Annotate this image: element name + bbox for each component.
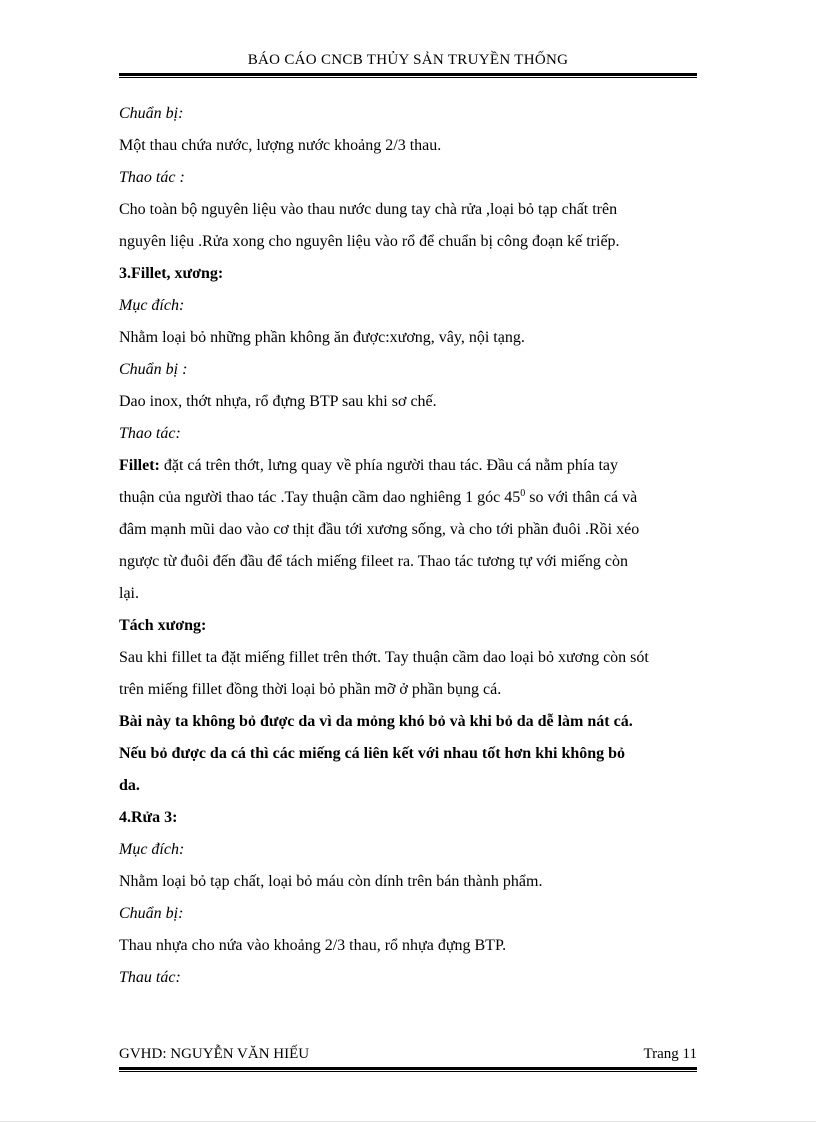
- paragraph-line: đâm mạnh mũi dao vào cơ thịt đầu tới xương sống, và cho tới phần đuôi .Rồi xéo: [119, 521, 640, 538]
- paragraph-line: Thau nhựa cho nứa vào khoảng 2/3 thau, rổ nhựa đựng BTP.: [119, 937, 507, 954]
- paragraph-line: lại.: [119, 585, 139, 602]
- paragraph-line: [119, 457, 618, 475]
- paragraph-line: Dao inox, thớt nhựa, rổ đựng BTP sau khi sơ chế.: [119, 393, 437, 410]
- paragraph-line: Nhằm loại bỏ những phần không ăn được:xương, vây, nội tạng.: [119, 329, 525, 346]
- subheading-bone-removal: Tách xương:: [119, 617, 207, 634]
- footer-instructor: GVHD: NGUYỄN VĂN HIẾU: [119, 1046, 310, 1062]
- section-heading-fillet: 3.Fillet, xương:: [119, 265, 224, 282]
- paragraph-line: Một thau chứa nước, lượng nước khoảng 2/3 thau.: [119, 137, 442, 154]
- paragraph-line: Cho toàn bộ nguyên liệu vào thau nước dung tay chà rửa ,loại bỏ tạp chất trên: [119, 201, 618, 218]
- page-header-title: BÁO CÁO CNCB THỦY SẢN TRUYỀN THỐNG: [247, 52, 569, 68]
- paragraph-line: nguyên liệu .Rửa xong cho nguyên liệu vào rổ để chuẩn bị công đoạn kế triếp.: [119, 233, 620, 250]
- heading-purpose: Mục đích:: [119, 297, 185, 314]
- fillet-text: đặt cá trên thớt, lưng quay về phía người thau tác. Đầu cá nằm phía tay: [159, 457, 618, 474]
- footer-page-number: Trang 11: [643, 1046, 697, 1062]
- degree-superscript: 0: [520, 488, 526, 499]
- header-rule: [119, 73, 697, 78]
- page-edge: [0, 1121, 816, 1122]
- text-segment: so với thân cá và: [525, 489, 638, 506]
- bold-note-line: Bài này ta không bỏ được da vì da mỏng khó bỏ và khi bỏ da dễ làm nát cá.: [119, 713, 633, 730]
- paragraph-line: Sau khi fillet ta đặt miếng fillet trên thớt. Tay thuận cầm dao loại bỏ xương còn sót: [119, 649, 649, 666]
- bold-note-line: Nếu bỏ được da cá thì các miếng cá liên kết với nhau tốt hơn khi không bỏ: [119, 745, 626, 762]
- paragraph-line: trên miếng fillet đồng thời loại bỏ phần mỡ ở phần bụng cá.: [119, 681, 502, 698]
- paragraph-line: ngược từ đuôi đến đầu để tách miếng fileet ra. Thao tác tương tự với miếng còn: [119, 553, 628, 570]
- heading-preparation: Chuẩn bị:: [119, 105, 184, 122]
- text-segment: thuận của người thao tác .Tay thuận cầm dao nghiêng 1 góc 45: [119, 489, 521, 506]
- paragraph-line: Nhằm loại bỏ tạp chất, loại bỏ máu còn dính trên bán thành phẩm.: [119, 873, 543, 890]
- heading-operation: Thao tác:: [119, 425, 181, 442]
- heading-operation: Thau tác:: [119, 969, 181, 986]
- footer-rule: [119, 1067, 697, 1072]
- paragraph-line: [119, 489, 637, 507]
- heading-purpose: Mục đích:: [119, 841, 185, 858]
- heading-operation: Thao tác :: [119, 169, 185, 186]
- heading-preparation: Chuẩn bị:: [119, 905, 184, 922]
- bold-note-line: da.: [119, 777, 140, 794]
- section-heading-wash: 4.Rửa 3:: [119, 809, 178, 826]
- fillet-label: Fillet:: [119, 457, 160, 474]
- heading-preparation: Chuẩn bị :: [119, 361, 188, 378]
